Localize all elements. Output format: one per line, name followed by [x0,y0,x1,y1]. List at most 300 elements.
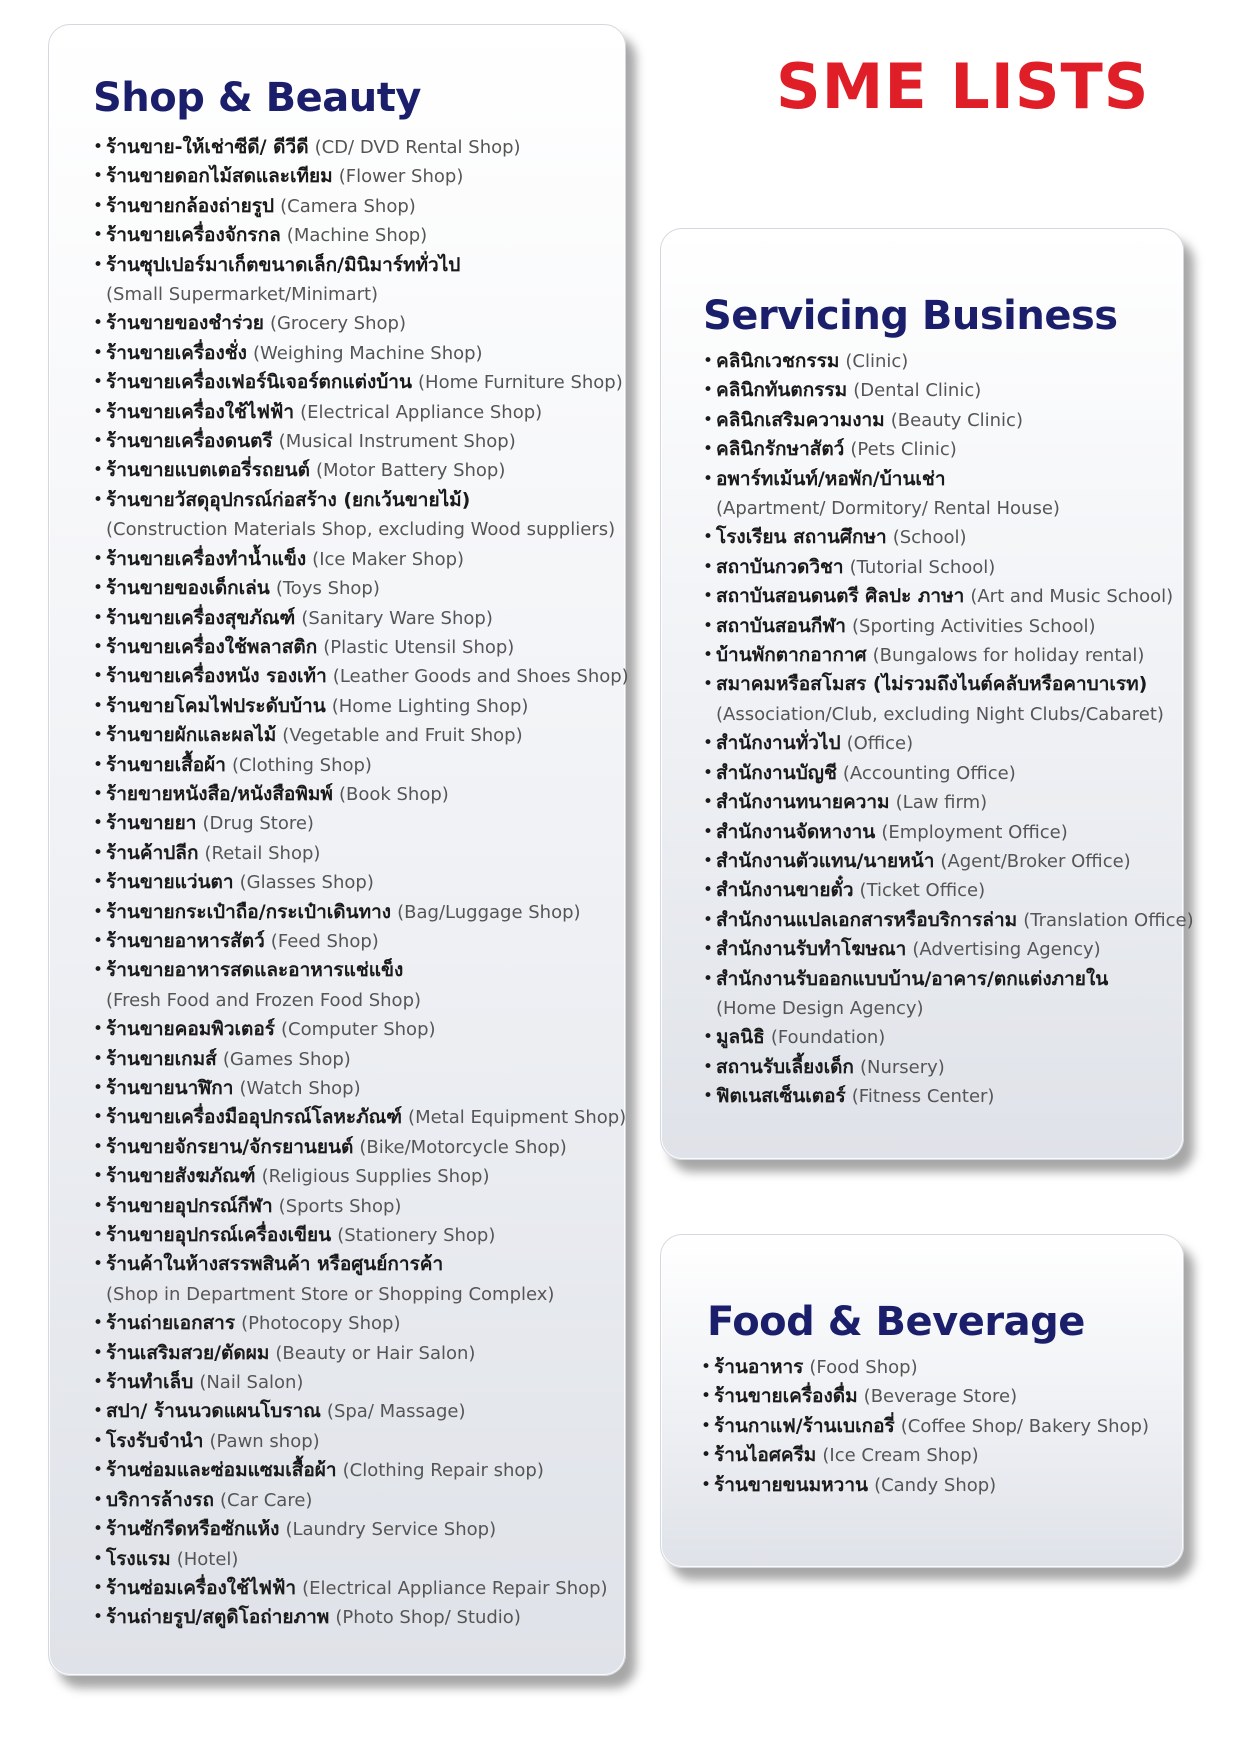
list-item [93,1368,629,1397]
item-thai-label: ร้านขายเครื่องดนตรี [106,430,273,453]
list-item [703,347,1194,376]
item-thai-label: ร้านขายแว่นตา [106,871,234,894]
list-item [93,927,629,956]
list-item [701,1471,1149,1500]
item-english-label: (Clinic) [845,351,909,372]
bullet-icon: • [703,527,714,548]
item-english-label: (Beauty Clinic) [890,409,1023,431]
item-english-label: (Advertising Agency) [912,939,1101,961]
item-thai-label: ร้านขายเครื่องมืออุปกรณ์โลหะภัณฑ์ [106,1106,402,1129]
list-item [703,612,1194,641]
item-thai-label: สมาคมหรือสโมสร (ไม่รวมถึงไนต์คลับหรือคาบาเรท) [716,673,1148,696]
bullet-icon: • [703,1086,714,1107]
shop-beauty-panel [48,24,629,1676]
item-english-label: (Weighing Machine Shop) [252,342,483,364]
item-thai-label: ร้านขายอุปกรณ์กีฬา [106,1194,273,1217]
bullet-icon: • [93,1313,104,1334]
item-thai-label: ร้านขายผักและผลไม้ [106,724,277,747]
item-thai-label: ร้านค้าปลีก [106,841,199,864]
bullet-icon: • [703,439,714,460]
item-english-label: (Shop in Department Store or Shopping Complex) [106,1283,555,1305]
list-item [93,1015,629,1044]
list-item [93,251,629,310]
item-english-label: (Sporting Activities School) [852,615,1096,637]
list-item [93,1486,629,1515]
item-english-label: (Food Shop) [809,1357,918,1378]
item-thai-label: คลินิกเสริมความงาม [716,408,885,431]
list-item [93,839,629,868]
bullet-icon: • [703,556,714,577]
item-english-label: (Home Lighting Shop) [331,695,529,717]
item-english-label: (Clothing Shop) [232,754,372,776]
list-item [703,1023,1194,1052]
list-item [93,633,629,662]
item-thai-label: สปา/ ร้านนวดแผนโบราณ [106,1400,321,1423]
bullet-icon: • [93,578,104,599]
list-item [703,847,1194,876]
item-thai-label: โรงรับจำนำ [106,1429,204,1452]
item-thai-label: ร้านขายเครื่องดื่ม [714,1385,858,1408]
item-english-label: (Games Shop) [222,1048,351,1070]
item-english-label: (Drug Store) [202,813,314,835]
item-thai-label: ร้านกาแฟ/ร้านเบเกอรี่ [714,1414,895,1437]
item-english-label: (Motor Battery Shop) [315,460,506,482]
bullet-icon: • [93,195,104,216]
list-item [93,1309,629,1338]
bullet-icon: • [93,372,104,393]
bullet-icon: • [93,636,104,657]
item-thai-label: สำนักงานแปลเอกสารหรือบริการล่าม [716,908,1018,931]
list-item [93,898,629,927]
bullet-icon: • [703,1027,714,1048]
item-english-label: (Dental Clinic) [853,380,982,402]
item-english-label: (Translation Office) [1023,909,1194,931]
bullet-icon: • [93,1401,104,1422]
list-item [93,1545,629,1574]
item-thai-label: ร้านทำเล็บ [106,1371,194,1394]
item-english-label: (Ice Maker Shop) [312,548,465,570]
item-thai-label: ร้านขายของชำร่วย [106,312,264,335]
item-english-label: (Home Design Agency) [716,997,924,1019]
list-item [703,906,1194,935]
item-english-label: (Association/Club, excluding Night Clubs/Cabaret) [716,703,1164,725]
item-thai-label: ร้านขายวัสดุอุปกรณ์ก่อสร้าง (ยกเว้นขายไม้) [106,488,471,511]
list-item [93,339,629,368]
item-english-label: (Office) [846,733,914,755]
bullet-icon: • [93,1577,104,1598]
item-english-label: (Grocery Shop) [269,313,406,335]
item-thai-label: คลินิกเวชกรรม [716,350,840,372]
list-item [93,692,629,721]
item-english-label: (Bag/Luggage Shop) [397,901,581,923]
item-english-label: (Bungalows for holiday rental) [872,645,1145,667]
list-item [93,1456,629,1485]
list-item [93,1045,629,1074]
list-item [703,641,1194,670]
bullet-icon: • [93,783,104,804]
bullet-icon: • [93,1166,104,1187]
list-item [703,965,1194,1024]
bullet-icon: • [93,813,104,834]
list-item [93,427,629,456]
item-english-label: (Apartment/ Dormitory/ Rental House) [716,498,1060,520]
bullet-icon: • [703,468,714,489]
item-english-label: (Musical Instrument Shop) [278,431,516,453]
bullet-icon: • [703,1056,714,1077]
bullet-icon: • [93,1019,104,1040]
item-thai-label: สถานรับเลี้ยงเด็ก [716,1055,854,1078]
list-item [703,582,1194,611]
item-thai-label: ร้านขายดอกไม้สดและเทียม [106,165,333,188]
item-thai-label: ร้านอาหาร [714,1356,804,1378]
item-thai-label: ร้านขายเครื่องชั่ง [106,341,247,364]
item-thai-label: อพาร์ทเม้นท์/หอพัก/บ้านเช่า [716,467,946,490]
item-thai-label: สำนักงานตัวแทน/นายหน้า [716,849,935,872]
item-english-label: (Bike/Motorcycle Shop) [359,1136,567,1158]
item-english-label: (Accounting Office) [842,762,1016,784]
list-item [93,1250,629,1309]
item-english-label: (Laundry Service Shop) [285,1519,497,1541]
item-thai-label: ร้านขายเครื่องจักรกล [106,224,281,247]
list-item [93,1221,629,1250]
list-item [703,670,1194,729]
list-item [93,1074,629,1103]
bullet-icon: • [701,1357,712,1377]
list-item [701,1353,1149,1382]
bullet-icon: • [703,380,714,401]
item-english-label: (Watch Shop) [239,1078,361,1099]
item-english-label: (Beauty or Hair Salon) [275,1342,476,1364]
item-thai-label: สถาบันสอนดนตรี ศิลปะ ภาษา [716,585,965,608]
bullet-icon: • [93,1136,104,1157]
item-thai-label: ฟิตเนสเซ็นเตอร์ [716,1085,846,1108]
bullet-icon: • [93,225,104,246]
item-english-label: (CD/ DVD Rental Shop) [314,137,521,158]
item-thai-label: ร้านขายเครื่องเฟอร์นิเจอร์ตกแต่งบ้าน [106,371,412,394]
list-item [93,604,629,633]
item-thai-label: บ้านพักตากอากาศ [716,644,867,667]
item-english-label: (Home Furniture Shop) [418,372,623,394]
bullet-icon: • [93,431,104,452]
item-english-label: (Toys Shop) [275,578,380,600]
bullet-icon: • [703,615,714,636]
list-item [703,876,1194,905]
list-item [93,1515,629,1544]
bullet-icon: • [703,850,714,871]
item-thai-label: ร้านขายแบตเตอรี่รถยนต์ [106,459,310,482]
item-english-label: (Electrical Appliance Repair Shop) [302,1577,608,1599]
bullet-icon: • [93,1342,104,1363]
item-thai-label: สำนักงานทั่วไป [716,732,841,755]
item-thai-label: ร้านขายเครื่องใช้พลาสติก [106,635,318,658]
list-item [703,435,1194,464]
item-english-label: (Pets Clinic) [850,439,957,461]
shop-beauty-list [93,133,629,1633]
item-thai-label: ร้านซุปเปอร์มาเก็ตขนาดเล็ก/มินิมาร์ททั่วไป [106,253,461,276]
list-item [93,1192,629,1221]
item-thai-label: ร้านขายเครื่องทำน้ำแข็ง [106,547,307,570]
bullet-icon: • [93,930,104,951]
list-item [93,956,629,1015]
item-thai-label: ร้านขายของเด็กเล่น [106,577,270,600]
item-thai-label: ร้านซ่อมเครื่องใช้ไฟฟ้า [106,1576,297,1599]
bullet-icon: • [701,1386,712,1407]
bullet-icon: • [93,342,104,363]
bullet-icon: • [93,1519,104,1540]
bullet-icon: • [93,489,104,510]
item-thai-label: สำนักงานขายตั๋ว [716,879,854,902]
list-item [93,192,629,221]
bullet-icon: • [703,909,714,930]
item-thai-label: ร้านขายเครื่องหนัง รองเท้า [106,665,327,688]
list-item [93,545,629,574]
list-item [93,486,629,545]
item-thai-label: โรงแรม [106,1547,171,1570]
item-thai-label: ร้านขายเครื่องใช้ไฟฟ้า [106,400,295,423]
item-thai-label: ร้านขายเสื้อผ้า [106,753,226,776]
list-item [93,162,629,191]
item-thai-label: ร้านขายเกมส์ [106,1047,217,1070]
item-english-label: (Sports Shop) [278,1195,402,1217]
item-english-label: (Machine Shop) [286,225,428,247]
item-english-label: (Vegetable and Fruit Shop) [282,725,523,747]
item-english-label: (Fresh Food and Frozen Food Shop) [106,989,422,1011]
bullet-icon: • [703,968,714,989]
item-thai-label: ร้านขายขนมหวาน [714,1473,869,1496]
bullet-icon: • [703,821,714,842]
item-thai-label: ร้านถ่ายรูป/สตูดิโอถ่ายภาพ [106,1606,330,1629]
item-thai-label: คลินิกรักษาสัตว์ [716,438,845,461]
item-english-label: (Coffee Shop/ Bakery Shop) [900,1415,1150,1437]
list-item [703,523,1194,552]
item-english-label: (Glasses Shop) [239,872,374,894]
bullet-icon: • [93,725,104,746]
list-item [703,553,1194,582]
bullet-icon: • [93,754,104,775]
list-item [93,456,629,485]
item-english-label: (School) [892,527,967,549]
item-thai-label: สำนักงานรับออกแบบบ้าน/อาคาร/ตกแต่งภายใน [716,967,1109,990]
bullet-icon: • [93,1048,104,1069]
list-item [93,1339,629,1368]
list-item [703,1053,1194,1082]
bullet-icon: • [703,586,714,607]
bullet-icon: • [93,1548,104,1569]
bullet-icon: • [93,842,104,863]
list-item [703,376,1194,405]
bullet-icon: • [703,351,714,371]
item-english-label: (Tutorial School) [849,556,996,578]
bullet-icon: • [701,1415,712,1436]
bullet-icon: • [93,1489,104,1510]
list-item [93,368,629,397]
bullet-icon: • [93,1225,104,1246]
item-english-label: (Electrical Appliance Shop) [300,401,543,423]
item-thai-label: ร้านเสริมสวย/ตัดผม [106,1341,270,1364]
item-english-label: (Photocopy Shop) [241,1313,401,1335]
food-beverage-panel [660,1234,1184,1568]
item-english-label: (Clothing Repair shop) [342,1460,544,1482]
list-item [701,1412,1149,1441]
item-english-label: (Camera Shop) [280,195,416,217]
list-item [93,1427,629,1456]
list-item [93,309,629,338]
bullet-icon: • [701,1445,712,1466]
item-thai-label: ร้านไอศครีม [714,1444,817,1467]
item-english-label: (Feed Shop) [270,930,379,952]
list-item [93,574,629,603]
list-item [93,721,629,750]
item-thai-label: ร้ายขายหนังสือ/หนังสือพิมพ์ [106,782,333,805]
item-thai-label: ร้านขายกล้องถ่ายรูป [106,194,275,217]
item-english-label: (Candy Shop) [874,1474,997,1496]
list-item [93,1603,629,1632]
item-thai-label: โรงเรียน สถานศึกษา [716,526,887,549]
list-item [93,662,629,691]
item-english-label: (Art and Music School) [970,586,1174,608]
bullet-icon: • [93,1607,104,1628]
section-heading-servicing-business: Servicing Business [703,293,1118,339]
list-item [93,1397,629,1426]
bullet-icon: • [93,313,104,334]
item-thai-label: ร้านขายจักรยาน/จักรยานยนต์ [106,1135,354,1158]
bullet-icon: • [93,695,104,716]
list-item [703,465,1194,524]
item-thai-label: ร้านขายสังฆภัณฑ์ [106,1165,256,1188]
item-english-label: (Flower Shop) [338,166,464,188]
item-thai-label: ร้านขายอุปกรณ์เครื่องเขียน [106,1224,332,1247]
item-thai-label: มูลนิธิ [716,1026,765,1049]
item-english-label: (Ticket Office) [859,880,986,902]
item-english-label: (Agent/Broker Office) [940,850,1131,872]
list-item [703,406,1194,435]
bullet-icon: • [93,901,104,922]
bullet-icon: • [93,137,104,157]
item-thai-label: ร้านค้าในห้างสรรพสินค้า หรือศูนย์การค้า [106,1253,444,1276]
item-english-label: (Plastic Utensil Shop) [323,636,515,658]
list-item [703,1082,1194,1111]
bullet-icon: • [701,1474,712,1495]
bullet-icon: • [93,1195,104,1216]
item-english-label: (Metal Equipment Shop) [408,1107,627,1129]
item-english-label: (Foundation) [770,1027,886,1049]
item-thai-label: ร้านขายคอมพิวเตอร์ [106,1018,275,1041]
item-english-label: (Ice Cream Shop) [822,1445,979,1467]
item-english-label: (Computer Shop) [281,1019,436,1041]
bullet-icon: • [93,1460,104,1481]
list-item [701,1382,1149,1411]
bullet-icon: • [93,166,104,187]
item-english-label: (Construction Materials Shop, excluding Wood suppliers) [106,519,616,541]
list-item [93,221,629,250]
item-thai-label: สำนักงานบัญชี [716,761,837,784]
list-item [703,935,1194,964]
section-heading-food-beverage: Food & Beverage [707,1299,1085,1345]
servicing-business-list [703,347,1194,1112]
item-thai-label: ร้านขายกระเป๋าถือ/กระเป๋าเดินทาง [106,900,392,923]
item-english-label: (Book Shop) [338,783,449,805]
servicing-business-panel [660,228,1194,1160]
bullet-icon: • [703,762,714,783]
bullet-icon: • [703,674,714,695]
bullet-icon: • [93,548,104,569]
item-english-label: (Employment Office) [881,821,1068,843]
list-item [93,1133,629,1162]
item-thai-label: บริการล้างรถ [106,1488,214,1511]
item-english-label: (Fitness Center) [851,1086,995,1108]
item-thai-label: ร้านขายอาหารสัตว์ [106,929,265,952]
bullet-icon: • [93,460,104,481]
item-thai-label: ร้านซักรีดหรือซักแห้ง [106,1518,280,1541]
item-english-label: (Law firm) [895,792,988,814]
list-item [93,1103,629,1132]
bullet-icon: • [703,792,714,813]
bullet-icon: • [93,607,104,628]
bullet-icon: • [703,939,714,960]
item-english-label: (Pawn shop) [209,1430,320,1452]
item-thai-label: ร้านขายนาฬิกา [106,1077,234,1099]
item-english-label: (Stationery Shop) [337,1225,496,1247]
list-item [703,788,1194,817]
bullet-icon: • [703,880,714,901]
list-item [93,868,629,897]
item-english-label: (Leather Goods and Shoes Shop) [332,666,629,688]
bullet-icon: • [93,1254,104,1275]
bullet-icon: • [93,254,104,275]
bullet-icon: • [703,645,714,666]
list-item [93,398,629,427]
bullet-icon: • [93,1372,104,1393]
page-title: SME LISTS [776,50,1150,123]
item-thai-label: คลินิกทันตกรรม [716,379,848,402]
list-item [93,751,629,780]
bullet-icon: • [93,960,104,981]
item-thai-label: ร้านซ่อมและซ่อมแซมเสื้อผ้า [106,1459,337,1482]
list-item [93,133,629,162]
item-thai-label: สำนักงานทนายความ [716,791,890,814]
bullet-icon: • [93,401,104,422]
bullet-icon: • [93,666,104,687]
bullet-icon: • [703,409,714,430]
bullet-icon: • [93,1078,104,1098]
item-english-label: (Sanitary Ware Shop) [301,607,493,629]
item-english-label: (Nursery) [859,1056,945,1078]
food-beverage-list [701,1353,1149,1500]
item-english-label: (Retail Shop) [204,842,321,864]
item-english-label: (Beverage Store) [863,1386,1018,1408]
item-english-label: (Car Care) [220,1489,313,1511]
list-item [703,759,1194,788]
list-item [703,729,1194,758]
item-thai-label: ร้านถ่ายเอกสาร [106,1312,236,1335]
item-english-label: (Nail Salon) [199,1372,304,1394]
list-item [93,1574,629,1603]
bullet-icon: • [703,733,714,754]
list-item [703,818,1194,847]
item-thai-label: ร้านขาย-ให้เช่าซีดี/ ดีวีดี [106,136,309,158]
item-english-label: (Small Supermarket/Minimart) [106,284,379,306]
item-thai-label: ร้านขายเครื่องสุขภัณฑ์ [106,606,296,629]
item-thai-label: สำนักงานจัดหางาน [716,820,876,843]
item-english-label: (Hotel) [176,1548,239,1570]
item-thai-label: สถาบันกวดวิชา [716,555,844,578]
item-thai-label: ร้านขายยา [106,812,197,835]
list-item [701,1441,1149,1470]
item-english-label: (Spa/ Massage) [326,1401,466,1423]
item-thai-label: ร้านขายอาหารสดและอาหารแช่แข็ง [106,959,404,982]
item-thai-label: ร้านขายโคมไฟประดับบ้าน [106,694,326,717]
bullet-icon: • [93,1107,104,1128]
